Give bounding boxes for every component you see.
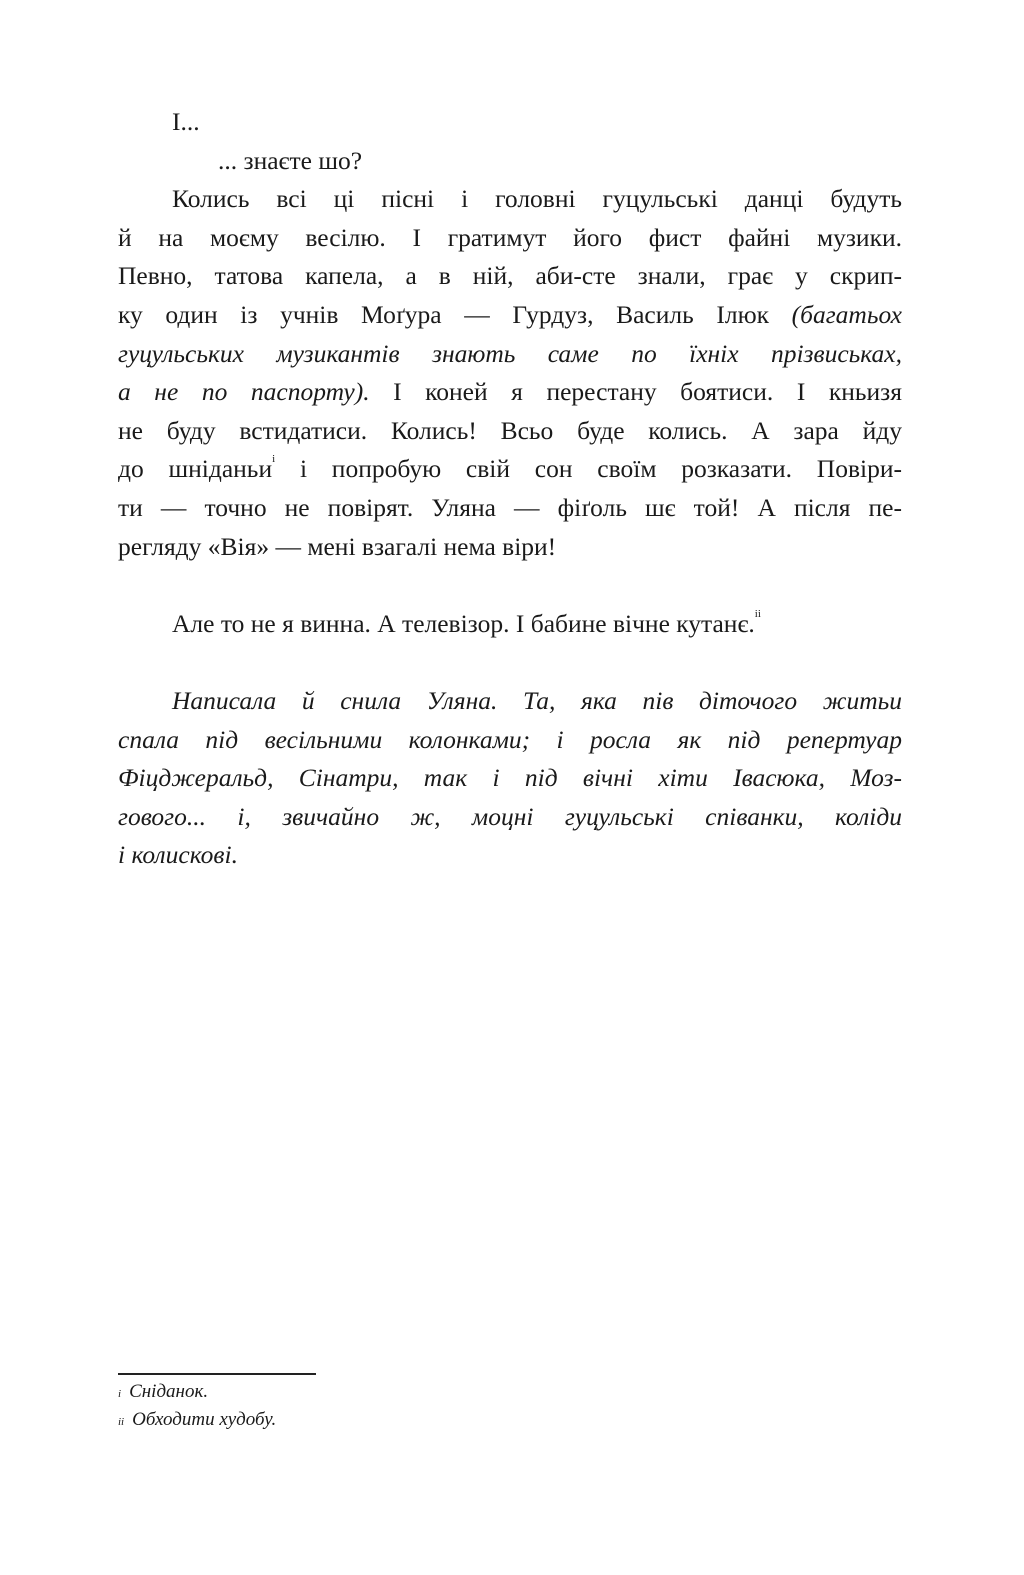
text-line: Написала й снила Уляна. Та, яка пів діточого житьи: [172, 685, 902, 715]
text-line: ти — точно не повірят. Уляна — фіґоль шє той! А після пе-: [118, 492, 902, 522]
footnote-marker: i: [118, 1388, 122, 1400]
text-line: гового... і, звичайно ж, моцні гуцульські співанки, коліди: [118, 801, 902, 831]
footnote-divider: [118, 1373, 316, 1375]
text-line: гуцульських музикантів знають саме по їхніх прізвиськах,: [118, 338, 902, 368]
text-line: не буду встидатиси. Колись! Всьо буде колись. А зара йду: [118, 415, 902, 445]
footnote-ref[interactable]: i: [272, 453, 276, 466]
text-line: регляду «Вія» — мені взагалі нема віри!: [118, 531, 557, 561]
text-line: Фіцджеральд, Сінатри, так і під вічні хіти Івасюка, Моз-: [118, 763, 902, 793]
text-line: Колись всі ці пісні і головні гуцульські данці будуть: [172, 184, 902, 214]
text-line: спала під весільними колонками; і росла як під репертуар: [118, 724, 902, 754]
text-line: й на моєму весілю. І гратимут його фист файні музики.: [118, 222, 902, 252]
footnote-ref[interactable]: ii: [754, 607, 761, 620]
text-line: ... знаєте шо?: [218, 145, 363, 175]
footnote: [118, 1378, 208, 1406]
text-segment: І коней я перестану боятиси. І кньизя: [369, 377, 902, 407]
footnote-marker: ii: [118, 1416, 125, 1428]
text-line: Певно, татова капела, а в ній, аби-сте знали, грає у скрип-: [118, 261, 902, 291]
text-segment: і попробую свій сон своїм розказати. Повіри-: [275, 454, 902, 484]
italic-segment: (багатьох: [791, 299, 902, 329]
text-segment: ку один із учнів Моґура — Гурдуз, Василь Ілюк: [118, 299, 792, 329]
body-text: [118, 103, 902, 875]
text-line: [118, 296, 902, 335]
footnote: [118, 1406, 276, 1434]
text-segment: до шніданьи: [118, 454, 273, 484]
text-line: [118, 605, 902, 644]
text-line: І...: [172, 107, 200, 136]
footnote-text: Сніданок.: [129, 1381, 209, 1402]
italic-segment: а не по паспорту).: [118, 377, 370, 407]
text-line: [118, 373, 902, 412]
text-line: і колискові.: [118, 840, 238, 870]
footnote-text: Обходити худобу.: [132, 1409, 277, 1430]
text-segment: Але то не я винна. А телевізор. І бабине вічне кутанє.: [172, 608, 755, 638]
text-line: [118, 450, 902, 489]
